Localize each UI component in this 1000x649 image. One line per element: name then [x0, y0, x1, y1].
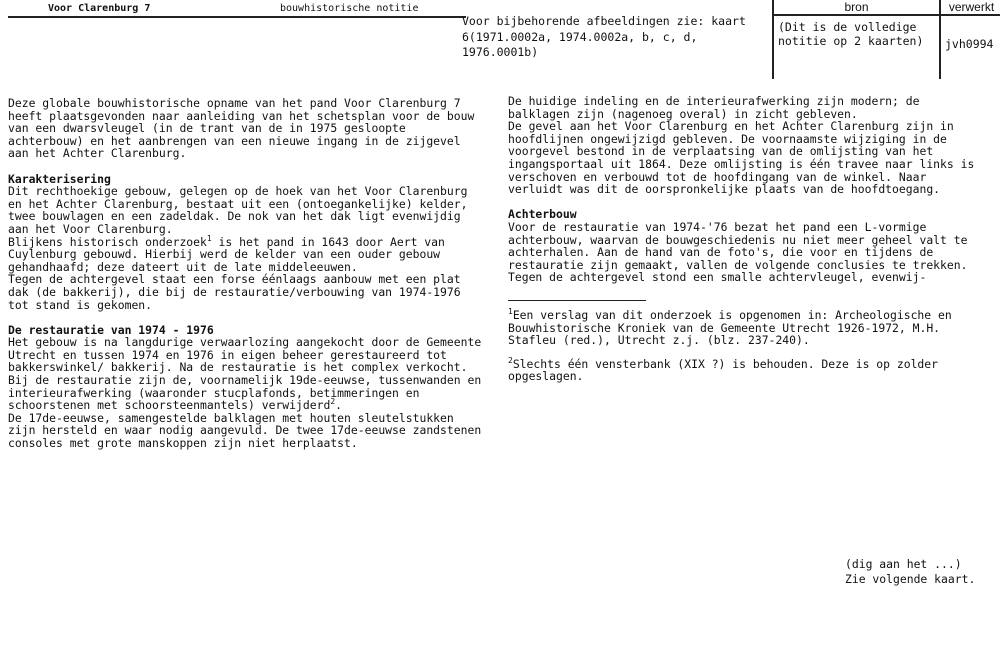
achterbouw-paragraph-1: Voor de restauratie van 1974-'76 bezat het pand een L-vormige achterbouw, waarvan de bouwgeschiedenis nu niet meer geheel valt te achterhalen. Aan de hand van de foto's, die voor en tijdens de restauratie zijn gemaakt, vallen de volgende conclusies te trekken.: [508, 219, 968, 272]
restauratie-paragraph-1: Het gebouw is na langdurige verwaarlozing aangekocht door de Gemeente Utrecht en tussen 1974 en 1976 in eigen beheer gerestaureerd tot bakkerswinkel/ bakkerij. Na de restauratie is het complex verkocht.: [8, 335, 482, 375]
closing-note: [845, 557, 975, 587]
karakterisering-paragraph-1: Dit rechthoekige gebouw, gelegen op de hoek van het Voor Clarenburg en het Achter Clarenburg, bestaat uit een (ontoegankelijke) kelder, twee bouwlagen en een zadeldak. De nok van het dak ligt evenwijdig aan het Voor Clarenburg.: [8, 184, 468, 236]
restauratie-paragraph-2-end: .: [335, 398, 343, 413]
footnote-2: [508, 355, 984, 384]
right-column: [508, 95, 984, 383]
verwerkt-header: verwerkt: [948, 0, 995, 14]
intro-paragraph: Deze globale bouwhistorische opname van het pand Voor Clarenburg 7 heeft plaatsgevonden naar aanleiding van het schetsplan voor de bouw van een dwarsvleugel (in de trant van de in 1975 gesloopte achterbouw) en het aanbrengen van een nieuwe ingang in de zijgevel aan het Achter Clarenburg.: [8, 96, 475, 161]
karakterisering-heading: Karakterisering: [8, 171, 111, 186]
source-box-header-rule: [774, 14, 1000, 16]
karakterisering-paragraph-2: [8, 233, 486, 274]
restauratie-paragraph-2: [8, 374, 486, 412]
footnote-1: [508, 306, 984, 348]
footnote-1-text: Een verslag van dit onderzoek is opgenomen in: Archeologische en Bouwhistorische Kroniek van de Gemeente Utrecht 1926-1972, M.H. Stafleu (red.), Utrecht z.j. (blz. 237-240).: [508, 307, 952, 348]
source-box: [772, 0, 1000, 79]
document-title: Voor Clarenburg 7: [48, 3, 151, 14]
gevel-paragraph: De gevel aan het Voor Clarenburg en het Achter Clarenburg zijn in hoofdlijnen ongewijzigd gebleven. De voornaamste wijziging in de voorgevel bestond in de verplaatsing van de omlijsting van het ingangsportaal uit 1864. Deze omlijsting is één travee naar links is verschoven en verbouwd tot de hoofdingang van de winkel. Naar verluidt was dit de oorspronkelijke plaats van de hoofdtoegang.: [508, 119, 975, 197]
restauratie-paragraph-3: De 17de-eeuwse, samengestelde balklagen met houten sleutelstukken zijn hersteld en waar nodig aangevuld. De twee 17de-eeuwse zandstenen consoles met grote manskoppen zijn niet herplaatst.: [8, 410, 482, 451]
restauratie-heading: De restauratie van 1974 - 1976: [8, 322, 214, 337]
restauratie-paragraph-2-start: Bij de restauratie zijn de, voornamelijk 19de-eeuwse, tussenwanden en interieurafwerking (waaronder stucplafonds, betimmeringen en schoorstenen met schoorsteenmantels) verwijderd: [8, 373, 482, 413]
achterbouw-paragraph-2: Tegen de achtergevel stond een smalle achtervleugel, evenwij-: [508, 270, 927, 285]
karakterisering-paragraph-3: Tegen de achtergevel staat een forse éénlaags aanbouw met een plat dak (de bakkerij), die bij de restauratie/verbouwing van 1974-1976 tot stand is gekomen.: [8, 272, 461, 312]
footnote-2-number: 2: [508, 355, 513, 365]
closing-line-2: Zie volgende kaart.: [845, 572, 976, 586]
karakterisering-paragraph-2-end: is het pand in 1643 door Aert van Cuylenburg gebouwd. Hierbij werd de kelder van een ouder gebouw gehandhaafd; deze dateert uit de late middeleeuwen.: [8, 234, 445, 274]
footnote-ref-2: 2: [330, 397, 336, 407]
footnote-1-number: 1: [508, 306, 513, 316]
indeling-paragraph: De huidige indeling en de interieurafwerking zijn modern; de balklagen zijn (nagenoeg overal) in zicht gebleven.: [508, 94, 920, 121]
footnote-rule: [508, 300, 646, 301]
afbeeldingen-reference: Voor bijbehorende afbeeldingen zie: kaart 6(1971.0002a, 1974.0002a, b, c, d, 1976.0001b): [462, 14, 746, 59]
bron-value: (Dit is de volledige notitie op 2 kaarten): [778, 20, 924, 48]
header-rule: [8, 16, 466, 18]
left-column: [8, 97, 486, 450]
footnote-ref-1: 1: [206, 233, 212, 243]
bron-header: bron: [844, 0, 869, 14]
document-subtitle: bouwhistorische notitie: [280, 3, 419, 14]
closing-line-1: (dig aan het ...): [845, 557, 962, 571]
verwerkt-value: jvh0994: [945, 37, 994, 51]
footnote-2-text: Slechts één vensterbank (XIX ?) is behouden. Deze is op zolder opgeslagen.: [508, 356, 939, 384]
achterbouw-heading: Achterbouw: [508, 207, 577, 222]
karakterisering-paragraph-2-start: Blijkens historisch onderzoek: [8, 234, 207, 249]
